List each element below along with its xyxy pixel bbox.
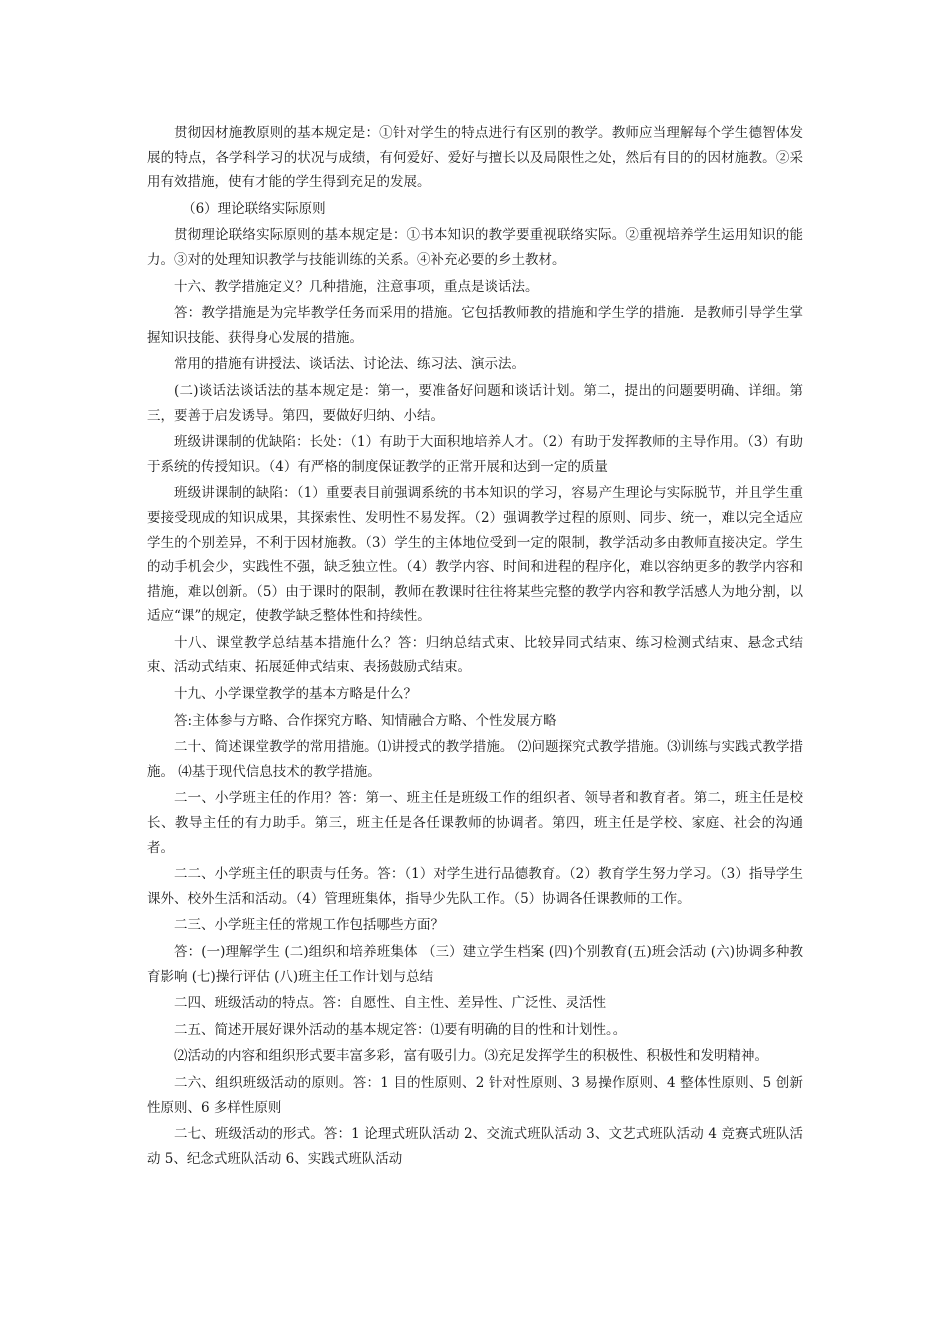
paragraph: ⑵活动的内容和组织形式要丰富多彩，富有吸引力。⑶充足发挥学生的积极性、积极性和发明精神。 [174,1048,768,1065]
question-heading: 十六、教学措施定义？几种措施，注意事项，重点是谈话法。 [174,278,539,295]
question-heading: 十九、小学课堂教学的基本方略是什么？ [174,686,417,703]
paragraph: 答：(一)理解学生 (二)组织和培养班集体 （三）建立学生档案 (四)个别教育(五)班会活动 (六)协调多种教育影响 (七)操行评估 (八)班主任工作计划与总结 [147,944,803,985]
paragraph: 贯彻理论联络实际原则的基本规定是：①书本知识的教学要重视联络实际。②重视培养学生运用知识的能力。③对的处理知识教学与技能训练的关系。④补充必要的乡土教材。 [147,227,803,268]
paragraph: 贯彻因材施教原则的基本规定是：①针对学生的特点进行有区别的教学。教师应当理解每个学生德智体发展的特点，各学科学习的状况与成绩，有何爱好、爱好与擅长以及局限性之处，然后有目的的因材施教。②采用有效措施，使有才能的学生得到充足的发展。 [147,125,803,191]
document-body [147,121,803,1173]
paragraph: 二五、简述开展好课外活动的基本规定答：⑴要有明确的目的性和计划性。。 [174,1021,627,1038]
question-heading: 二三、小学班主任的常规工作包括哪些方面？ [174,917,444,934]
section-heading: （6）理论联络实际原则 [182,200,326,217]
paragraph: 二二、小学班主任的职责与任务。答：（1）对学生进行品德教育。（2）教育学生努力学习。（3）指导学生课外、校外生活和活动。（4）管理班集体，指导少先队工作。（5）协调各任课教师的工作。 [147,866,803,907]
paragraph: 二六、组织班级活动的原则。答：1 目的性原则、2 针对性原则、3 易操作原则、4 整体性原则、5 创新性原则、6 多样性原则 [147,1074,803,1116]
paragraph: (二)谈话法谈话法的基本规定是：第一，要准备好问题和谈话计划。第二，提出的问题要明确、详细。第三，要善于启发诱导。第四，要做好归纳、小结。 [147,382,803,424]
paragraph: 班级讲课制的优缺陷：长处：（1）有助于大面积地培养人才。（2）有助于发挥教师的主导作用。（3）有助于系统的传授知识。（4）有严格的制度保证教学的正常开展和达到一定的质量 [147,434,803,475]
paragraph: 常用的措施有讲授法、谈话法、讨论法、练习法、演示法。 [174,356,525,373]
paragraph: 二四、班级活动的特点。答：自愿性、自主性、差异性、广泛性、灵活性 [174,995,606,1012]
paragraph: 二十、简述课堂教学的常用措施。⑴讲授式的教学措施。 ⑵问题探究式教学措施。⑶训练与实践式教学措施。 ⑷基于现代信息技术的教学措施。 [147,739,803,780]
paragraph: 十八、课堂教学总结基本措施什么？答：归纳总结式束、比较异同式结束、练习检测式结束、悬念式结束、活动式结束、拓展延伸式结束、表扬鼓励式结束。 [147,634,803,676]
paragraph: 答：教学措施是为完毕教学任务而采用的措施。它包括教师教的措施和学生学的措施．是教师引导学生掌握知识技能、获得身心发展的措施。 [147,305,803,346]
paragraph: 答:主体参与方略、合作探究方略、知情融合方略、个性发展方略 [174,712,557,729]
paragraph: 班级讲课制的缺陷：（1）重要表目前强调系统的书本知识的学习，容易产生理论与实际脱节，并且学生重要接受现成的知识成果，其探索性、发明性不易发挥。（2）强调教学过程的原则、同步、统一，难以完全适应学生的个别差异，不利于因材施教。（3）学生的主体地位受到一定的限制，教学活动多由教师直接决定。学生的动手机会少，实践性不强，缺乏独立性。（4）教学内容、时间和进程的程序化，难以容纳更多的教学内容和措施，难以创新。（5）由于课时的限制，教师在教课时往往将某些完整的教学内容和教学活感人为地分割，以适应“课”的规定，使教学缺乏整体性和持续性。 [147,485,803,625]
paragraph: 二一、小学班主任的作用？答：第一、班主任是班级工作的组织者、领导者和教育者。第二，班主任是校长、教导主任的有力助手。第三，班主任是各任课教师的协调者。第四，班主任是学校、家庭、社会的沟通者。 [147,790,803,856]
paragraph: 二七、班级活动的形式。答：1 论理式班队活动 2、交流式班队活动 3、文艺式班队活动 4 竞赛式班队活动 5、纪念式班队活动 6、实践式班队活动 [147,1126,803,1167]
